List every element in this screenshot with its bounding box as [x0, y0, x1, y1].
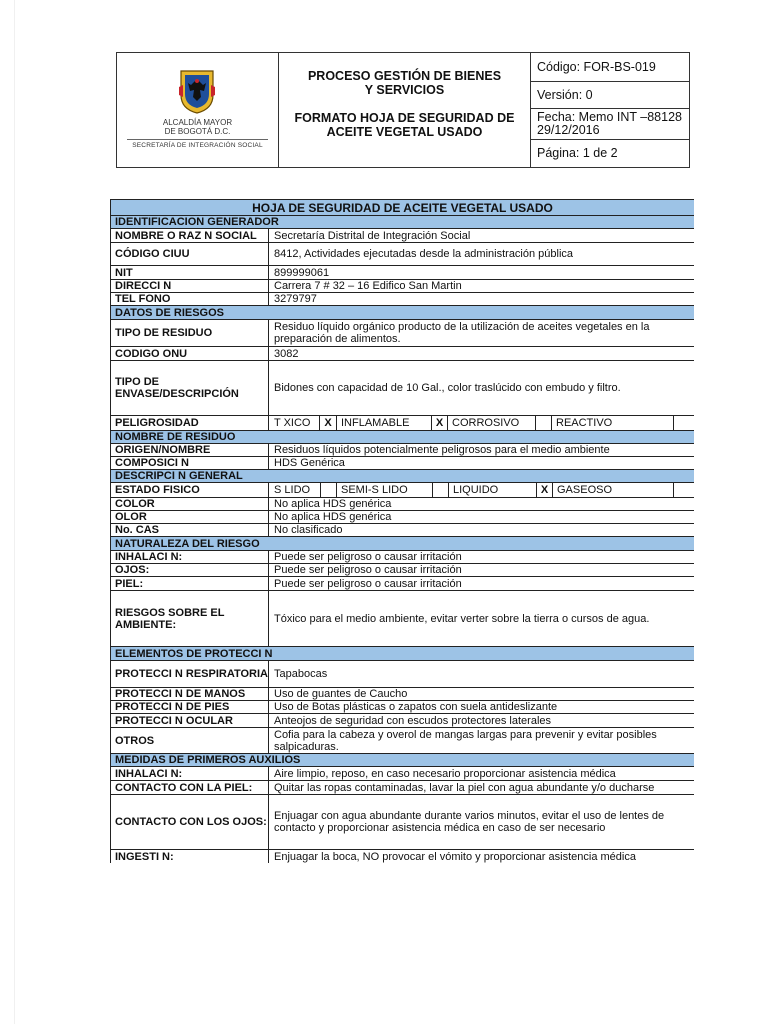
table-row: [111, 293, 694, 306]
table-row: [111, 714, 694, 728]
section-risks: DATOS DE RIESGOS: [111, 306, 694, 320]
table-row: [111, 850, 694, 863]
table-row: [111, 591, 694, 647]
table-row: [111, 795, 694, 850]
logo-cell: [117, 53, 279, 167]
table-row: [111, 767, 694, 781]
field-value: Puede ser peligroso o causar irritación: [274, 577, 462, 590]
table-row: [111, 511, 694, 524]
section-nature: NATURALEZA DEL RIESGO: [111, 537, 694, 551]
field-value: No clasificado: [274, 524, 343, 536]
option-liquid: LIQUIDO: [449, 483, 537, 497]
table-row: [111, 266, 694, 280]
code-field: Código: FOR-BS-019: [531, 53, 689, 82]
format-title: FORMATO HOJA DE SEGURIDAD DE ACEITE VEGETAL USADO: [294, 111, 515, 139]
field-value: 3279797: [274, 293, 317, 305]
section-description: DESCRIPCI N GENERAL: [111, 470, 694, 483]
danger-options: [270, 416, 694, 430]
field-value: Anteojos de seguridad con escudos protectores laterales: [274, 714, 552, 727]
field-label: No. CAS: [111, 524, 269, 536]
table-title: HOJA DE SEGURIDAD DE ACEITE VEGETAL USADO: [111, 200, 694, 216]
page-margin-line: [14, 0, 15, 1024]
field-label: TIPO DE ENVASE/DESCRIPCIÓN: [111, 361, 269, 415]
option-flammable: INFLAMABLE: [337, 416, 432, 430]
field-label: COLOR: [111, 498, 269, 510]
field-label: INHALACI N:: [111, 551, 269, 563]
bogota-coat-of-arms-icon: [177, 67, 217, 115]
table-row: [111, 564, 694, 577]
field-label: OTROS: [111, 728, 269, 753]
option-solid: S LIDO: [270, 483, 321, 497]
field-value: HDS Genérica: [274, 457, 345, 469]
option-mark: X: [537, 483, 553, 497]
field-value: Enjuagar con agua abundante durante varios minutos, evitar el uso de lentes de contacto y proporcionar asistencia médica en caso de ser necesario: [274, 810, 665, 834]
option-mark: [433, 483, 449, 497]
section-generator: IDENTIFICACION GENERADOR: [111, 216, 694, 229]
field-value: Tapabocas: [274, 668, 328, 680]
version-field: Versión: 0: [531, 82, 689, 109]
section-protection: ELEMENTOS DE PROTECCI N: [111, 647, 694, 661]
field-value: 8412, Actividades ejecutadas desde la administración pública: [274, 248, 574, 260]
option-mark: X: [320, 416, 337, 430]
field-label: PROTECCI N DE PIES: [111, 701, 269, 713]
field-value: Cofia para la cabeza y overol de mangas largas para prevenir y evitar posibles salpicaduras.: [274, 728, 657, 753]
option-mark: X: [432, 416, 448, 430]
field-value: Enjuagar la boca, NO provocar el vómito y proporcionar asistencia médica: [274, 850, 636, 863]
option-gaseous: GASEOSO: [553, 483, 674, 497]
table-row: [111, 320, 694, 347]
field-label: CODIGO ONU: [111, 347, 269, 360]
table-row: [111, 701, 694, 714]
table-row: [111, 229, 694, 243]
logo-subtitle: SECRETARÍA DE INTEGRACIÓN SOCIAL: [132, 142, 263, 149]
table-row: [111, 457, 694, 470]
table-row: [111, 661, 694, 688]
field-label: PROTECCI N OCULAR: [111, 714, 269, 727]
field-label: TIPO DE RESIDUO: [111, 320, 269, 346]
field-label: DIRECCI N: [111, 280, 269, 292]
field-label: OLOR: [111, 511, 269, 523]
document-header: [116, 52, 690, 168]
option-mark: [536, 416, 552, 430]
field-label: RIESGOS SOBRE EL AMBIENTE:: [111, 591, 269, 646]
table-row: [111, 498, 694, 511]
field-value: Carrera 7 # 32 – 16 Edifico San Martin: [274, 280, 462, 292]
field-label: CONTACTO CON LA PIEL:: [111, 781, 269, 794]
table-row: [111, 577, 694, 591]
field-label: TEL FONO: [111, 293, 269, 305]
table-row: [111, 280, 694, 293]
field-value: Uso de guantes de Caucho: [274, 688, 408, 700]
field-value: Uso de Botas plásticas o zapatos con suela antideslizante: [274, 701, 558, 713]
header-metadata: [531, 53, 689, 167]
field-value: Puede ser peligroso o causar irritación: [274, 564, 462, 576]
table-row: [111, 728, 694, 754]
option-toxic: T XICO: [270, 416, 320, 430]
page-field: Página: 1 de 2: [537, 146, 618, 160]
field-label: NIT: [111, 266, 269, 279]
field-value: Residuos líquidos potencialmente peligrosos para el medio ambiente: [274, 444, 610, 456]
field-value: Secretaría Distrital de Integración Social: [274, 229, 471, 242]
option-corrosive: CORROSIVO: [448, 416, 536, 430]
field-value: Aire limpio, reposo, en caso necesario proporcionar asistencia médica: [274, 767, 616, 780]
field-label: PIEL:: [111, 577, 269, 590]
table-row: [111, 361, 694, 416]
field-label: INGESTI N:: [111, 850, 269, 863]
logo-divider: [127, 139, 268, 140]
field-label: NOMBRE O RAZ N SOCIAL: [111, 229, 269, 242]
table-row: [111, 781, 694, 795]
option-mark: [321, 483, 337, 497]
process-title: PROCESO GESTIÓN DE BIENES Y SERVICIOS: [307, 69, 502, 97]
field-label: COMPOSICI N: [111, 457, 269, 469]
field-label: ORIGEN/NOMBRE: [111, 444, 269, 456]
field-value: Puede ser peligroso o causar irritación: [274, 551, 462, 563]
date-field: Fecha: Memo INT –88128 29/12/2016: [531, 109, 689, 140]
field-value: 899999061: [274, 266, 330, 279]
table-row: [111, 524, 694, 537]
table-row-danger: [111, 416, 694, 431]
field-value: No aplica HDS genérica: [274, 498, 392, 510]
section-waste-name: NOMBRE DE RESIDUO: [111, 431, 694, 444]
field-value: Bidones con capacidad de 10 Gal., color traslúcido con embudo y filtro.: [274, 382, 621, 394]
safety-sheet-table: [110, 199, 694, 863]
state-options: [270, 483, 694, 497]
logo-text: ALCALDÍA MAYOR DE BOGOTÁ D.C.: [162, 118, 233, 136]
field-label: PROTECCI N RESPIRATORIA: [111, 661, 269, 687]
field-value: Tóxico para el medio ambiente, evitar verter sobre la tierra o cursos de agua.: [274, 612, 650, 625]
table-row: [111, 551, 694, 564]
table-row: [111, 347, 694, 361]
option-reactive: REACTIVO: [552, 416, 674, 430]
field-label: OJOS:: [111, 564, 269, 576]
header-titles: [279, 53, 531, 167]
option-semisolid: SEMI-S LIDO: [337, 483, 433, 497]
table-row: [111, 444, 694, 457]
field-label: CÓDIGO CIUU: [111, 243, 269, 265]
field-value: No aplica HDS genérica: [274, 511, 392, 523]
table-row: [111, 688, 694, 701]
field-label: PROTECCI N DE MANOS: [111, 688, 269, 700]
field-label: INHALACI N:: [111, 767, 269, 780]
field-value: Residuo líquido orgánico producto de la utilización de aceites vegetales en la preparación de alimentos.: [274, 321, 650, 345]
field-value: 3082: [274, 347, 299, 360]
section-first-aid: MEDIDAS DE PRIMEROS AUXILIOS: [111, 754, 694, 767]
field-value: Quitar las ropas contaminadas, lavar la piel con agua abundante y/o ducharse: [274, 781, 655, 794]
field-label: ESTADO FISICO: [111, 483, 269, 497]
table-row: [111, 243, 694, 266]
table-row-state: [111, 483, 694, 498]
field-label: PELIGROSIDAD: [111, 416, 269, 430]
field-label: CONTACTO CON LOS OJOS:: [111, 795, 269, 849]
